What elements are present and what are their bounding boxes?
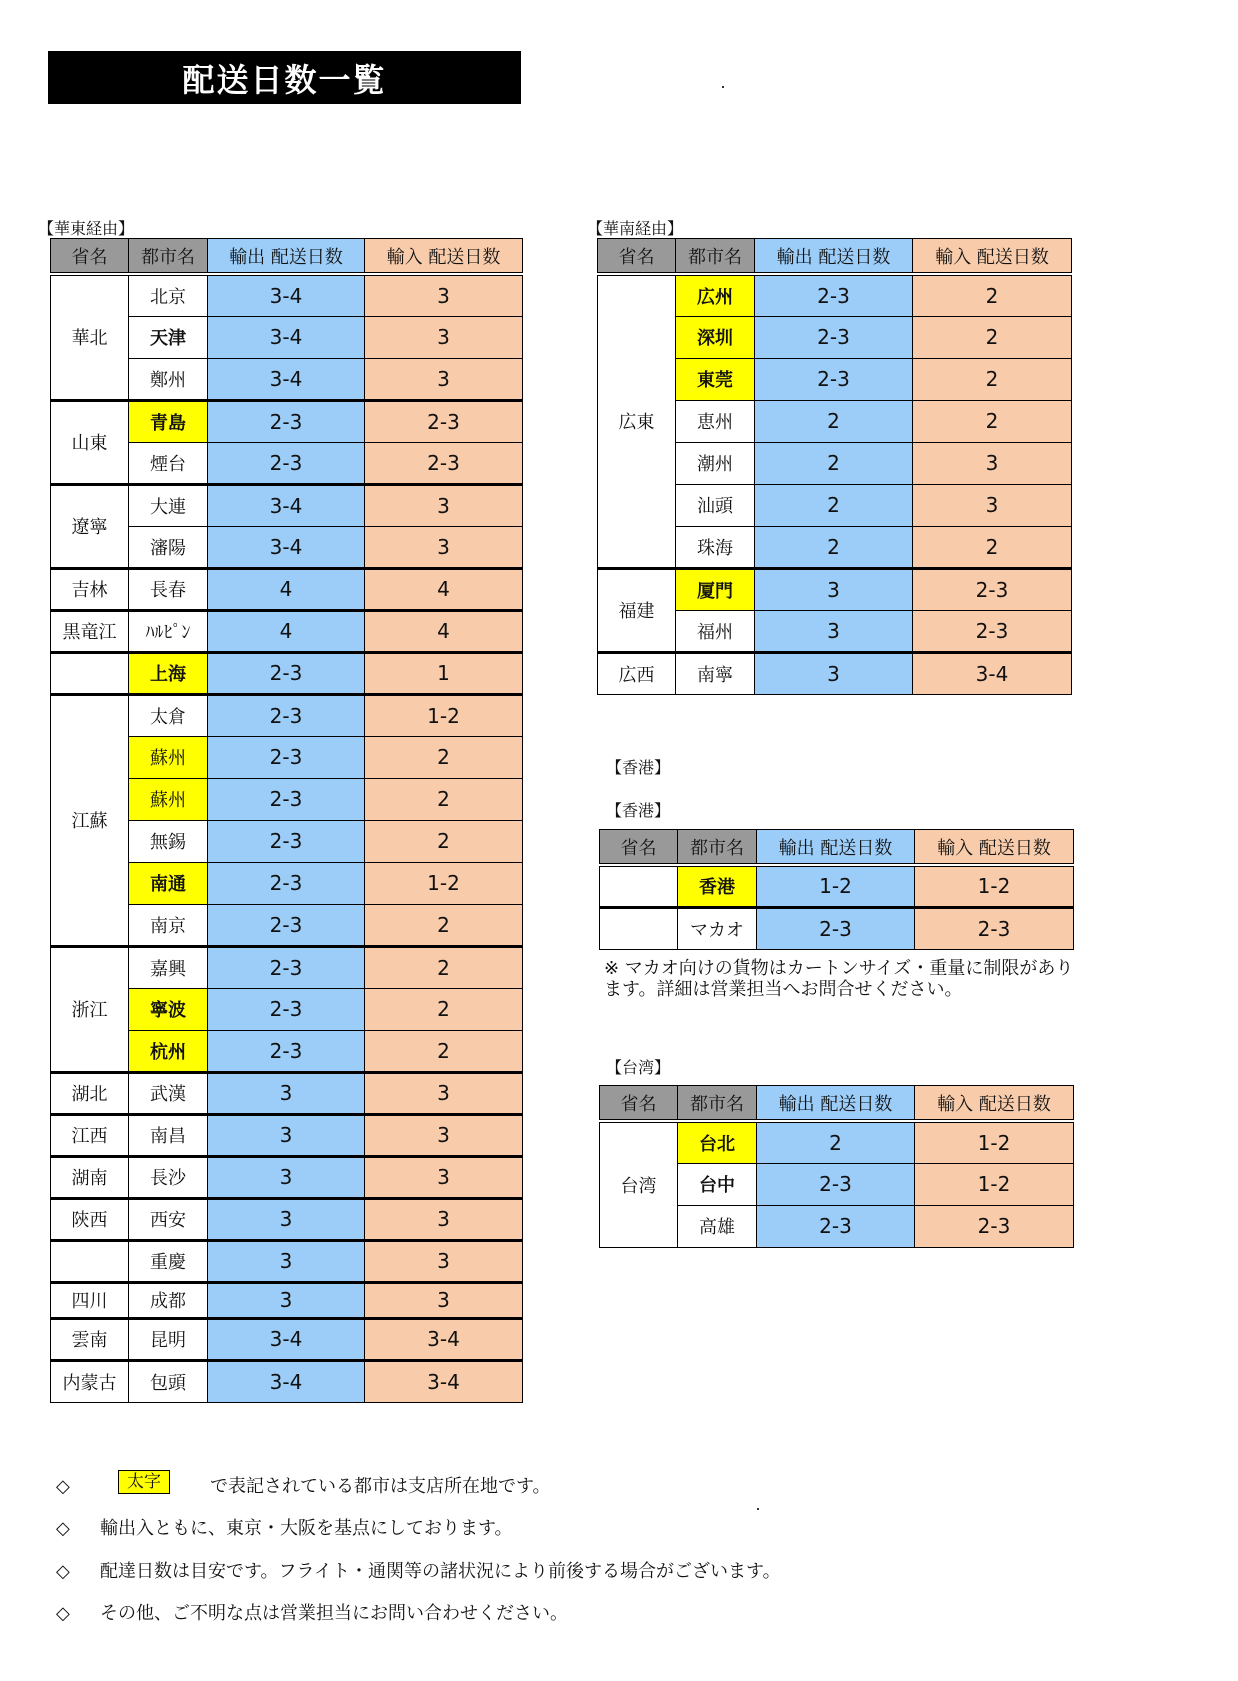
import-days-cell: 3 <box>365 358 523 400</box>
legend-item <box>56 1514 513 1540</box>
export-days-cell: 2-3 <box>208 652 365 694</box>
export-days-cell: 3-4 <box>208 274 365 316</box>
export-days-cell: 2-3 <box>755 358 913 400</box>
table-row <box>51 484 523 526</box>
export-days-cell: 4 <box>208 610 365 652</box>
header-import: 輸入 配送日数 <box>915 830 1074 866</box>
province-cell: 広東 <box>598 274 676 568</box>
export-days-cell: 3-4 <box>208 484 365 526</box>
import-days-cell: 3 <box>365 274 523 316</box>
import-days-cell: 3 <box>365 1114 523 1156</box>
import-days-cell: 3 <box>365 526 523 568</box>
import-days-cell: 2 <box>365 988 523 1030</box>
city-cell: 無錫 <box>129 820 208 862</box>
city-cell: 包頭 <box>129 1360 208 1402</box>
table-row <box>598 274 1072 316</box>
export-days-cell: 3 <box>208 1114 365 1156</box>
import-days-cell: 3-4 <box>365 1360 523 1402</box>
city-cell: 珠海 <box>676 526 755 568</box>
city-cell: 恵州 <box>676 400 755 442</box>
city-cell: 蘇州 <box>129 778 208 820</box>
header-export: 輸出 配送日数 <box>757 1086 915 1122</box>
province-cell: 江西 <box>51 1114 129 1156</box>
import-days-cell: 2 <box>365 778 523 820</box>
province-cell <box>600 907 678 949</box>
export-days-cell: 2-3 <box>757 1163 915 1205</box>
city-cell: 台北 <box>678 1121 757 1163</box>
legend-item <box>56 1557 781 1583</box>
import-days-cell: 2-3 <box>913 610 1072 652</box>
export-days-cell: 2 <box>755 484 913 526</box>
table-row <box>51 1318 523 1360</box>
province-cell: 福建 <box>598 568 676 652</box>
legend-text: 輸出入ともに、東京・大阪を基点にしております。 <box>100 1518 513 1539</box>
province-cell: 台湾 <box>600 1121 678 1247</box>
export-days-cell: 2 <box>755 442 913 484</box>
page-title: 配送日数一覧 <box>48 51 521 104</box>
export-days-cell: 3-4 <box>208 1360 365 1402</box>
table-row <box>51 610 523 652</box>
import-days-cell: 3-4 <box>365 1318 523 1360</box>
export-days-cell: 4 <box>208 568 365 610</box>
city-cell: 広州 <box>676 274 755 316</box>
export-days-cell: 2 <box>757 1121 915 1163</box>
header-city: 都市名 <box>129 239 208 275</box>
city-cell: 南昌 <box>129 1114 208 1156</box>
import-days-cell: 2 <box>365 820 523 862</box>
table-row <box>51 1360 523 1402</box>
city-cell: 深圳 <box>676 316 755 358</box>
city-cell: 潮州 <box>676 442 755 484</box>
city-cell: 瀋陽 <box>129 526 208 568</box>
header-export: 輸出 配送日数 <box>208 239 365 275</box>
export-days-cell: 2-3 <box>208 778 365 820</box>
import-days-cell: 3 <box>365 1240 523 1282</box>
table-row <box>51 400 523 442</box>
import-days-cell: 1-2 <box>915 865 1074 907</box>
table-row <box>51 1240 523 1282</box>
export-days-cell: 2-3 <box>208 694 365 736</box>
export-days-cell: 3 <box>208 1240 365 1282</box>
export-days-cell: 3-4 <box>208 1318 365 1360</box>
import-days-cell: 2 <box>913 316 1072 358</box>
city-cell: 福州 <box>676 610 755 652</box>
export-days-cell: 2-3 <box>208 946 365 988</box>
province-cell: 山東 <box>51 400 129 484</box>
city-cell: 西安 <box>129 1198 208 1240</box>
macau-note: ※ マカオ向けの貨物はカートンサイズ・重量に制限があります。詳細は営業担当へお問合せください。 <box>604 958 1074 1000</box>
import-days-cell: 3 <box>365 1198 523 1240</box>
diamond-icon: ◇ <box>56 1561 70 1582</box>
header-city: 都市名 <box>678 1086 757 1122</box>
city-cell: 太倉 <box>129 694 208 736</box>
province-cell: 華北 <box>51 274 129 400</box>
export-days-cell: 1-2 <box>757 865 915 907</box>
city-cell: 青島 <box>129 400 208 442</box>
export-days-cell: 3 <box>755 568 913 610</box>
table-row <box>600 907 1074 949</box>
import-days-cell: 3 <box>365 1282 523 1318</box>
import-days-cell: 3 <box>913 484 1072 526</box>
province-cell: 広西 <box>598 652 676 694</box>
south-schedule-table <box>597 238 1072 695</box>
import-days-cell: 3 <box>365 1072 523 1114</box>
table-row <box>600 865 1074 907</box>
taiwan-section-label: 【台湾】 <box>606 1058 671 1077</box>
import-days-cell: 1-2 <box>365 862 523 904</box>
city-cell: 寧波 <box>129 988 208 1030</box>
table-row <box>51 946 523 988</box>
import-days-cell: 1 <box>365 652 523 694</box>
export-days-cell: 2-3 <box>208 820 365 862</box>
import-days-cell: 3 <box>913 442 1072 484</box>
export-days-cell: 2-3 <box>208 1030 365 1072</box>
header-import: 輸入 配送日数 <box>365 239 523 275</box>
export-days-cell: 3 <box>208 1156 365 1198</box>
export-days-cell: 3-4 <box>208 526 365 568</box>
city-cell: 長春 <box>129 568 208 610</box>
stray-dot <box>722 86 724 88</box>
export-days-cell: 3 <box>208 1072 365 1114</box>
export-days-cell: 3-4 <box>208 358 365 400</box>
province-cell: 陝西 <box>51 1198 129 1240</box>
export-days-cell: 3 <box>755 652 913 694</box>
city-cell: 杭州 <box>129 1030 208 1072</box>
table-row <box>51 694 523 736</box>
city-cell: 厦門 <box>676 568 755 610</box>
import-days-cell: 2 <box>913 358 1072 400</box>
city-cell: 上海 <box>129 652 208 694</box>
province-cell: 黒竜江 <box>51 610 129 652</box>
export-days-cell: 2-3 <box>208 736 365 778</box>
import-days-cell: 2 <box>365 1030 523 1072</box>
city-cell: 重慶 <box>129 1240 208 1282</box>
table-row <box>51 274 523 316</box>
city-cell: ﾊﾙﾋﾟﾝ <box>129 610 208 652</box>
import-days-cell: 3 <box>365 316 523 358</box>
export-days-cell: 2-3 <box>757 907 915 949</box>
city-cell: 蘇州 <box>129 736 208 778</box>
legend-text: その他、ご不明な点は営業担当にお問い合わせください。 <box>100 1603 568 1624</box>
import-days-cell: 2-3 <box>365 400 523 442</box>
province-cell: 湖北 <box>51 1072 129 1114</box>
city-cell: 北京 <box>129 274 208 316</box>
stray-dot <box>757 1508 759 1510</box>
export-days-cell: 2-3 <box>208 862 365 904</box>
header-province: 省名 <box>600 830 678 866</box>
city-cell: 南京 <box>129 904 208 946</box>
legend-text: 配達日数は目安です。フライト・通関等の諸状況により前後する場合がございます。 <box>100 1561 781 1582</box>
province-cell: 内蒙古 <box>51 1360 129 1402</box>
south-section-label: 【華南経由】 <box>587 219 684 238</box>
import-days-cell: 3 <box>365 484 523 526</box>
city-cell: 嘉興 <box>129 946 208 988</box>
header-export: 輸出 配送日数 <box>755 239 913 275</box>
header-province: 省名 <box>51 239 129 275</box>
table-row <box>51 1072 523 1114</box>
import-days-cell: 2-3 <box>365 442 523 484</box>
city-cell: 鄭州 <box>129 358 208 400</box>
export-days-cell: 2-3 <box>208 988 365 1030</box>
import-days-cell: 1-2 <box>915 1163 1074 1205</box>
province-cell: 遼寧 <box>51 484 129 568</box>
city-cell: 香港 <box>678 865 757 907</box>
bold-sample-badge: 太字 <box>118 1470 170 1494</box>
import-days-cell: 4 <box>365 568 523 610</box>
import-days-cell: 2-3 <box>915 1205 1074 1247</box>
export-days-cell: 2 <box>755 400 913 442</box>
import-days-cell: 2 <box>913 400 1072 442</box>
table-row <box>51 1282 523 1318</box>
diamond-icon: ◇ <box>56 1603 70 1624</box>
diamond-icon: ◇ <box>56 1476 70 1497</box>
city-cell: 長沙 <box>129 1156 208 1198</box>
diamond-icon: ◇ <box>56 1518 70 1539</box>
import-days-cell: 3-4 <box>913 652 1072 694</box>
city-cell: 汕頭 <box>676 484 755 526</box>
province-cell: 湖南 <box>51 1156 129 1198</box>
taiwan-schedule-table <box>599 1085 1074 1248</box>
province-cell: 吉林 <box>51 568 129 610</box>
province-cell <box>51 652 129 694</box>
export-days-cell: 2-3 <box>208 442 365 484</box>
city-cell: 武漢 <box>129 1072 208 1114</box>
import-days-cell: 2 <box>913 274 1072 316</box>
hongkong-schedule-table <box>599 829 1074 950</box>
import-days-cell: 2 <box>365 946 523 988</box>
header-province: 省名 <box>598 239 676 275</box>
table-row <box>51 1156 523 1198</box>
header-province: 省名 <box>600 1086 678 1122</box>
city-cell: 煙台 <box>129 442 208 484</box>
legend-text: で表記されている都市は支店所在地です。 <box>210 1476 551 1497</box>
import-days-cell: 2 <box>913 526 1072 568</box>
header-city: 都市名 <box>678 830 757 866</box>
city-cell: 天津 <box>129 316 208 358</box>
table-row <box>598 652 1072 694</box>
header-import: 輸入 配送日数 <box>913 239 1072 275</box>
province-cell: 四川 <box>51 1282 129 1318</box>
export-days-cell: 2-3 <box>208 904 365 946</box>
export-days-cell: 2-3 <box>755 274 913 316</box>
table-row <box>598 568 1072 610</box>
province-cell: 浙江 <box>51 946 129 1072</box>
east-schedule-table <box>50 238 523 1403</box>
city-cell: 台中 <box>678 1163 757 1205</box>
city-cell: マカオ <box>678 907 757 949</box>
province-cell: 雲南 <box>51 1318 129 1360</box>
province-cell: 江蘇 <box>51 694 129 946</box>
table-row <box>51 568 523 610</box>
province-cell <box>600 865 678 907</box>
import-days-cell: 4 <box>365 610 523 652</box>
export-days-cell: 3-4 <box>208 316 365 358</box>
export-days-cell: 3 <box>208 1198 365 1240</box>
header-import: 輸入 配送日数 <box>915 1086 1074 1122</box>
table-row <box>51 652 523 694</box>
export-days-cell: 2 <box>755 526 913 568</box>
table-row <box>51 1114 523 1156</box>
hongkong-section-label: 【香港】 <box>606 758 671 777</box>
city-cell: 高雄 <box>678 1205 757 1247</box>
table-row <box>600 1121 1074 1163</box>
legend-item <box>56 1599 568 1625</box>
city-cell: 東莞 <box>676 358 755 400</box>
table-row <box>51 1198 523 1240</box>
city-cell: 昆明 <box>129 1318 208 1360</box>
east-section-label: 【華東経由】 <box>38 219 135 238</box>
export-days-cell: 2-3 <box>757 1205 915 1247</box>
import-days-cell: 1-2 <box>365 694 523 736</box>
city-cell: 大連 <box>129 484 208 526</box>
city-cell: 南寧 <box>676 652 755 694</box>
export-days-cell: 3 <box>755 610 913 652</box>
import-days-cell: 2 <box>365 736 523 778</box>
city-cell: 成都 <box>129 1282 208 1318</box>
import-days-cell: 2-3 <box>913 568 1072 610</box>
import-days-cell: 1-2 <box>915 1121 1074 1163</box>
header-export: 輸出 配送日数 <box>757 830 915 866</box>
export-days-cell: 3 <box>208 1282 365 1318</box>
hongkong-section-label-2: 【香港】 <box>606 801 671 820</box>
import-days-cell: 2 <box>365 904 523 946</box>
province-cell <box>51 1240 129 1282</box>
import-days-cell: 2-3 <box>915 907 1074 949</box>
export-days-cell: 2-3 <box>208 400 365 442</box>
import-days-cell: 3 <box>365 1156 523 1198</box>
export-days-cell: 2-3 <box>755 316 913 358</box>
city-cell: 南通 <box>129 862 208 904</box>
header-city: 都市名 <box>676 239 755 275</box>
